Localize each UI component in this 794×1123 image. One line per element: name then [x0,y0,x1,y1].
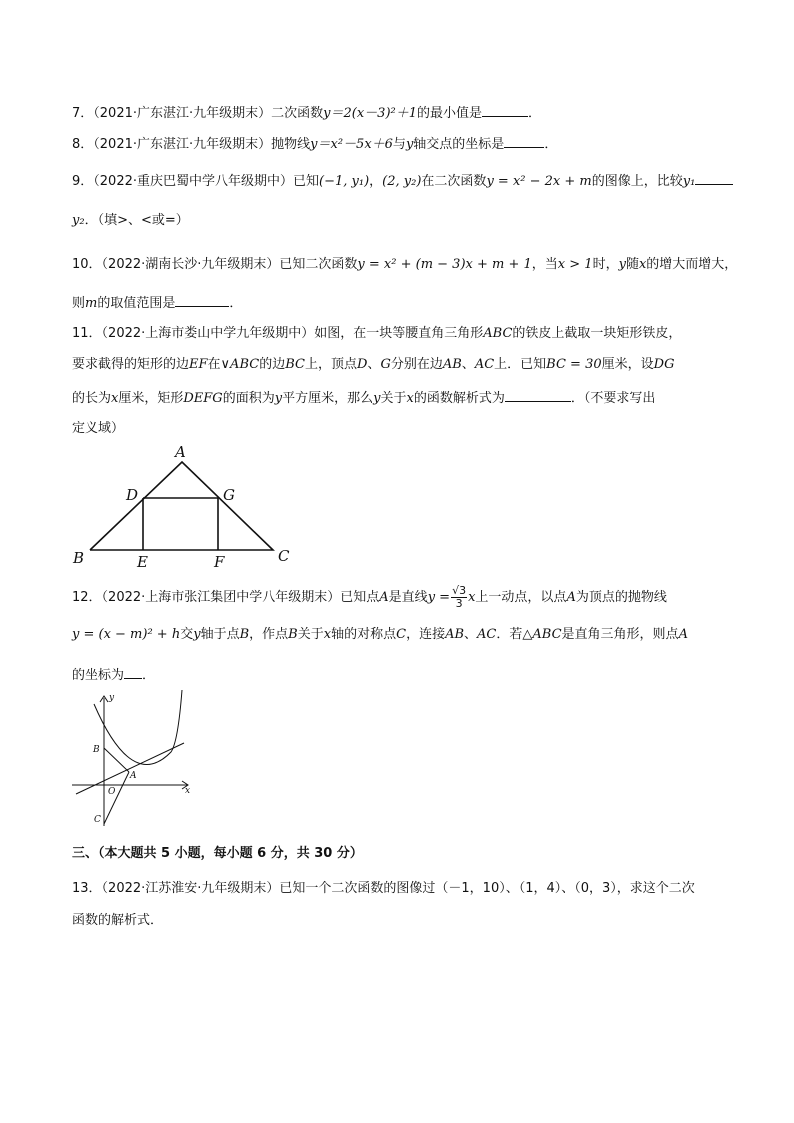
label-g: G [223,486,235,504]
label-a: A [175,443,186,461]
q12-text: ，作点 [249,627,289,642]
q12-text: 轴的对称点 [331,627,397,642]
question-7 [72,104,541,122]
q11-ab: AB [442,357,462,372]
q12-point-a: A [678,627,688,642]
triangle-abc [90,462,273,550]
q12-frac-numerator: √3 [452,584,467,597]
q11-text: ．（不要求写出 [570,391,656,406]
q13-text: 已知一个二次函数的图像过（－1，10）、（1，4）、（0，3），求这个二次 [279,881,695,896]
label-x: x [185,786,191,796]
q9-y1: y₁ [682,174,696,189]
q12-text: ． [142,668,156,683]
q12-text: 、 [464,627,478,642]
q11-text: 的铁皮上截取一块矩形铁皮， [512,326,682,341]
q9-source: （2022·重庆巴蜀中学八年级期中） [93,174,293,189]
q12-frac-denominator: 3 [455,597,463,610]
q11-text: 平方厘米，那么 [282,391,374,406]
segment-ab [104,748,129,772]
q8-text: 抛物线 [271,137,311,152]
label-e: E [137,553,148,571]
q12-answer-blank[interactable] [124,666,142,679]
q10-text: ． [229,296,243,311]
q9-text: 在二次函数 [421,174,487,189]
label-c: C [278,547,290,565]
figure-12-parabola-graph [66,690,196,830]
q11-x: x [406,391,414,406]
q11-text: 、 [367,357,381,372]
label-f: F [214,553,225,571]
q10-text: 的增大而增大， [646,257,738,272]
q9-formula: y = x² − 2x + m [486,174,592,189]
q11-text: 的边 [259,357,286,372]
q12-source: （2022·上海市张江集团中学八年级期末） [101,590,341,605]
q9-point-2: (2, y₂) [382,174,422,189]
question-9-line-2 [72,213,189,229]
q12-point-b: B [239,627,250,642]
label-a: A [130,771,137,781]
q10-source: （2022·湖南长沙·九年级期末） [101,257,280,272]
question-13 [72,881,695,897]
q12-x: x [468,590,476,605]
q8-number: 8． [72,137,94,152]
q11-text: 如图，在一块等腰直角三角形 [314,326,484,341]
q12-triangle: △ABC [522,627,562,642]
label-b: B [73,549,85,567]
q11-text: 关于 [380,391,407,406]
q10-answer-blank[interactable] [175,294,229,307]
q12-text: ．若 [496,627,523,642]
q12-text: ，连接 [406,627,446,642]
segment-ac [104,772,129,824]
q12-parabola-formula: y = (x − m)² + h [72,627,181,642]
q12-text: 关于 [297,627,324,642]
q11-text: 在 [207,357,221,372]
q12-text: 上一动点，以点 [475,590,567,605]
q10-text: ，当 [531,257,558,272]
q8-answer-blank[interactable] [504,135,544,148]
q7-text: 的最小值是 [417,106,483,121]
q11-text: 厘米，设 [601,357,654,372]
q8-axis: y [405,137,414,152]
q9-number: 9． [72,174,94,189]
q11-text: 要求截得的矩形的边 [72,357,190,372]
question-11-line-3 [72,389,655,407]
q11-source: （2022·上海市娄山中学九年级期中） [101,326,315,341]
label-o: O [108,787,116,797]
q7-text: ． [528,106,542,121]
q11-y: y [274,391,283,406]
q9-text: 已知 [293,174,320,189]
question-8 [72,135,557,153]
question-12-line-3 [72,666,155,684]
q11-text: 厘米，矩形 [118,391,184,406]
label-y: y [109,693,115,703]
q10-text: 已知二次函数 [279,257,358,272]
q9-text: ， [369,174,383,189]
q7-answer-blank[interactable] [482,104,528,117]
q12-text: 交 [180,627,194,642]
q11-triangle: ABC [483,326,513,341]
q9-text: 的图像上，比较 [591,174,683,189]
q11-answer-blank[interactable] [505,389,571,402]
q11-dg: DG [653,357,675,372]
q11-number: 11． [72,326,102,341]
section-3-heading: 三、（本大题共 5 小题，每小题 6 分，共 30 分） [72,846,363,861]
q7-source: （2021·广东湛江·九年级期末） [93,106,272,121]
q11-ac: AC [474,357,495,372]
q12-point-b: B [288,627,298,642]
q8-formula: y＝x²－5x＋6 [310,137,393,152]
question-11-line-2 [72,357,674,373]
q9-y2: y₂ [72,213,85,228]
question-11-line-4 [72,421,124,437]
label-d: D [126,486,139,504]
q11-text: 上，顶点 [304,357,357,372]
q12-text: 是直角三角形，则点 [561,627,679,642]
q10-text: 的取值范围是 [97,296,176,311]
question-13-line-2 [72,913,163,929]
q10-text: 时， [592,257,619,272]
q8-text: ． [544,137,558,152]
q12-axis-y: y [193,627,201,642]
question-11 [72,326,681,342]
q12-point-a: A [379,590,389,605]
q7-text: 二次函数 [271,106,324,121]
q12-ac: AC [477,627,497,642]
q7-formula: y＝2(x－3)²＋1 [323,106,418,121]
q11-y: y [373,391,381,406]
q8-text: 与 [392,137,406,152]
q8-source: （2021·广东湛江·九年级期末） [93,137,272,152]
q10-number: 10． [72,257,102,272]
q12-text: 已知点 [340,590,380,605]
question-10 [72,257,737,273]
q11-text: 定义域） [72,421,125,436]
question-12-line-2 [72,627,688,643]
figure-11-triangle-diagram [60,440,300,570]
q12-ab: AB [445,627,465,642]
q10-var-m: m [85,296,98,311]
q10-formula: y = x² + (m − 3)x + m + 1 [357,257,532,272]
q11-text: 分别在边 [390,357,443,372]
q10-var-y: y [618,257,626,272]
label-b: B [93,745,100,755]
q12-fraction [451,585,467,610]
q12-point-c: C [396,627,407,642]
q12-text: 的坐标为 [72,668,125,683]
q11-ef: EF [189,357,208,372]
q12-number: 12． [72,590,102,605]
q13-text: 函数的解析式． [72,913,164,928]
q11-triangle-2: ∨ABC [220,357,260,372]
q10-condition: x > 1 [557,257,593,272]
q11-bc-value: BC = 30 [546,357,602,372]
q11-bc: BC [285,357,305,372]
q11-defg: DEFG [183,391,223,406]
q11-text: 的长为 [72,391,112,406]
q11-g: G [380,357,391,372]
q11-text: 的面积为 [222,391,275,406]
label-c: C [94,815,101,825]
q13-source: （2022·江苏淮安·九年级期末） [101,881,280,896]
q12-y-equals: y = [427,590,451,605]
q7-number: 7． [72,106,94,121]
q11-d: D [356,357,368,372]
q8-text: 轴交点的坐标是 [413,137,505,152]
q9-text: ．（填>、<或=） [84,213,189,228]
q11-x: x [111,391,119,406]
question-10-line-2 [72,294,242,312]
q11-text: 的函数解析式为 [413,391,505,406]
q12-axis-x: x [323,627,332,642]
q9-point-1: (−1, y₁) [319,174,370,189]
q10-text: 则 [72,296,86,311]
q12-point-a: A [566,590,576,605]
q12-text: 为顶点的抛物线 [575,590,667,605]
question-12 [72,585,667,610]
q11-text: 上．已知 [494,357,547,372]
q12-text: 轴于点 [200,627,240,642]
question-9 [72,172,733,190]
q12-text: 是直线 [388,590,428,605]
q10-text: 随 [625,257,639,272]
q11-text: 、 [461,357,475,372]
q13-number: 13． [72,881,102,896]
q9-answer-blank[interactable] [695,172,733,185]
q10-var-x: x [638,257,647,272]
